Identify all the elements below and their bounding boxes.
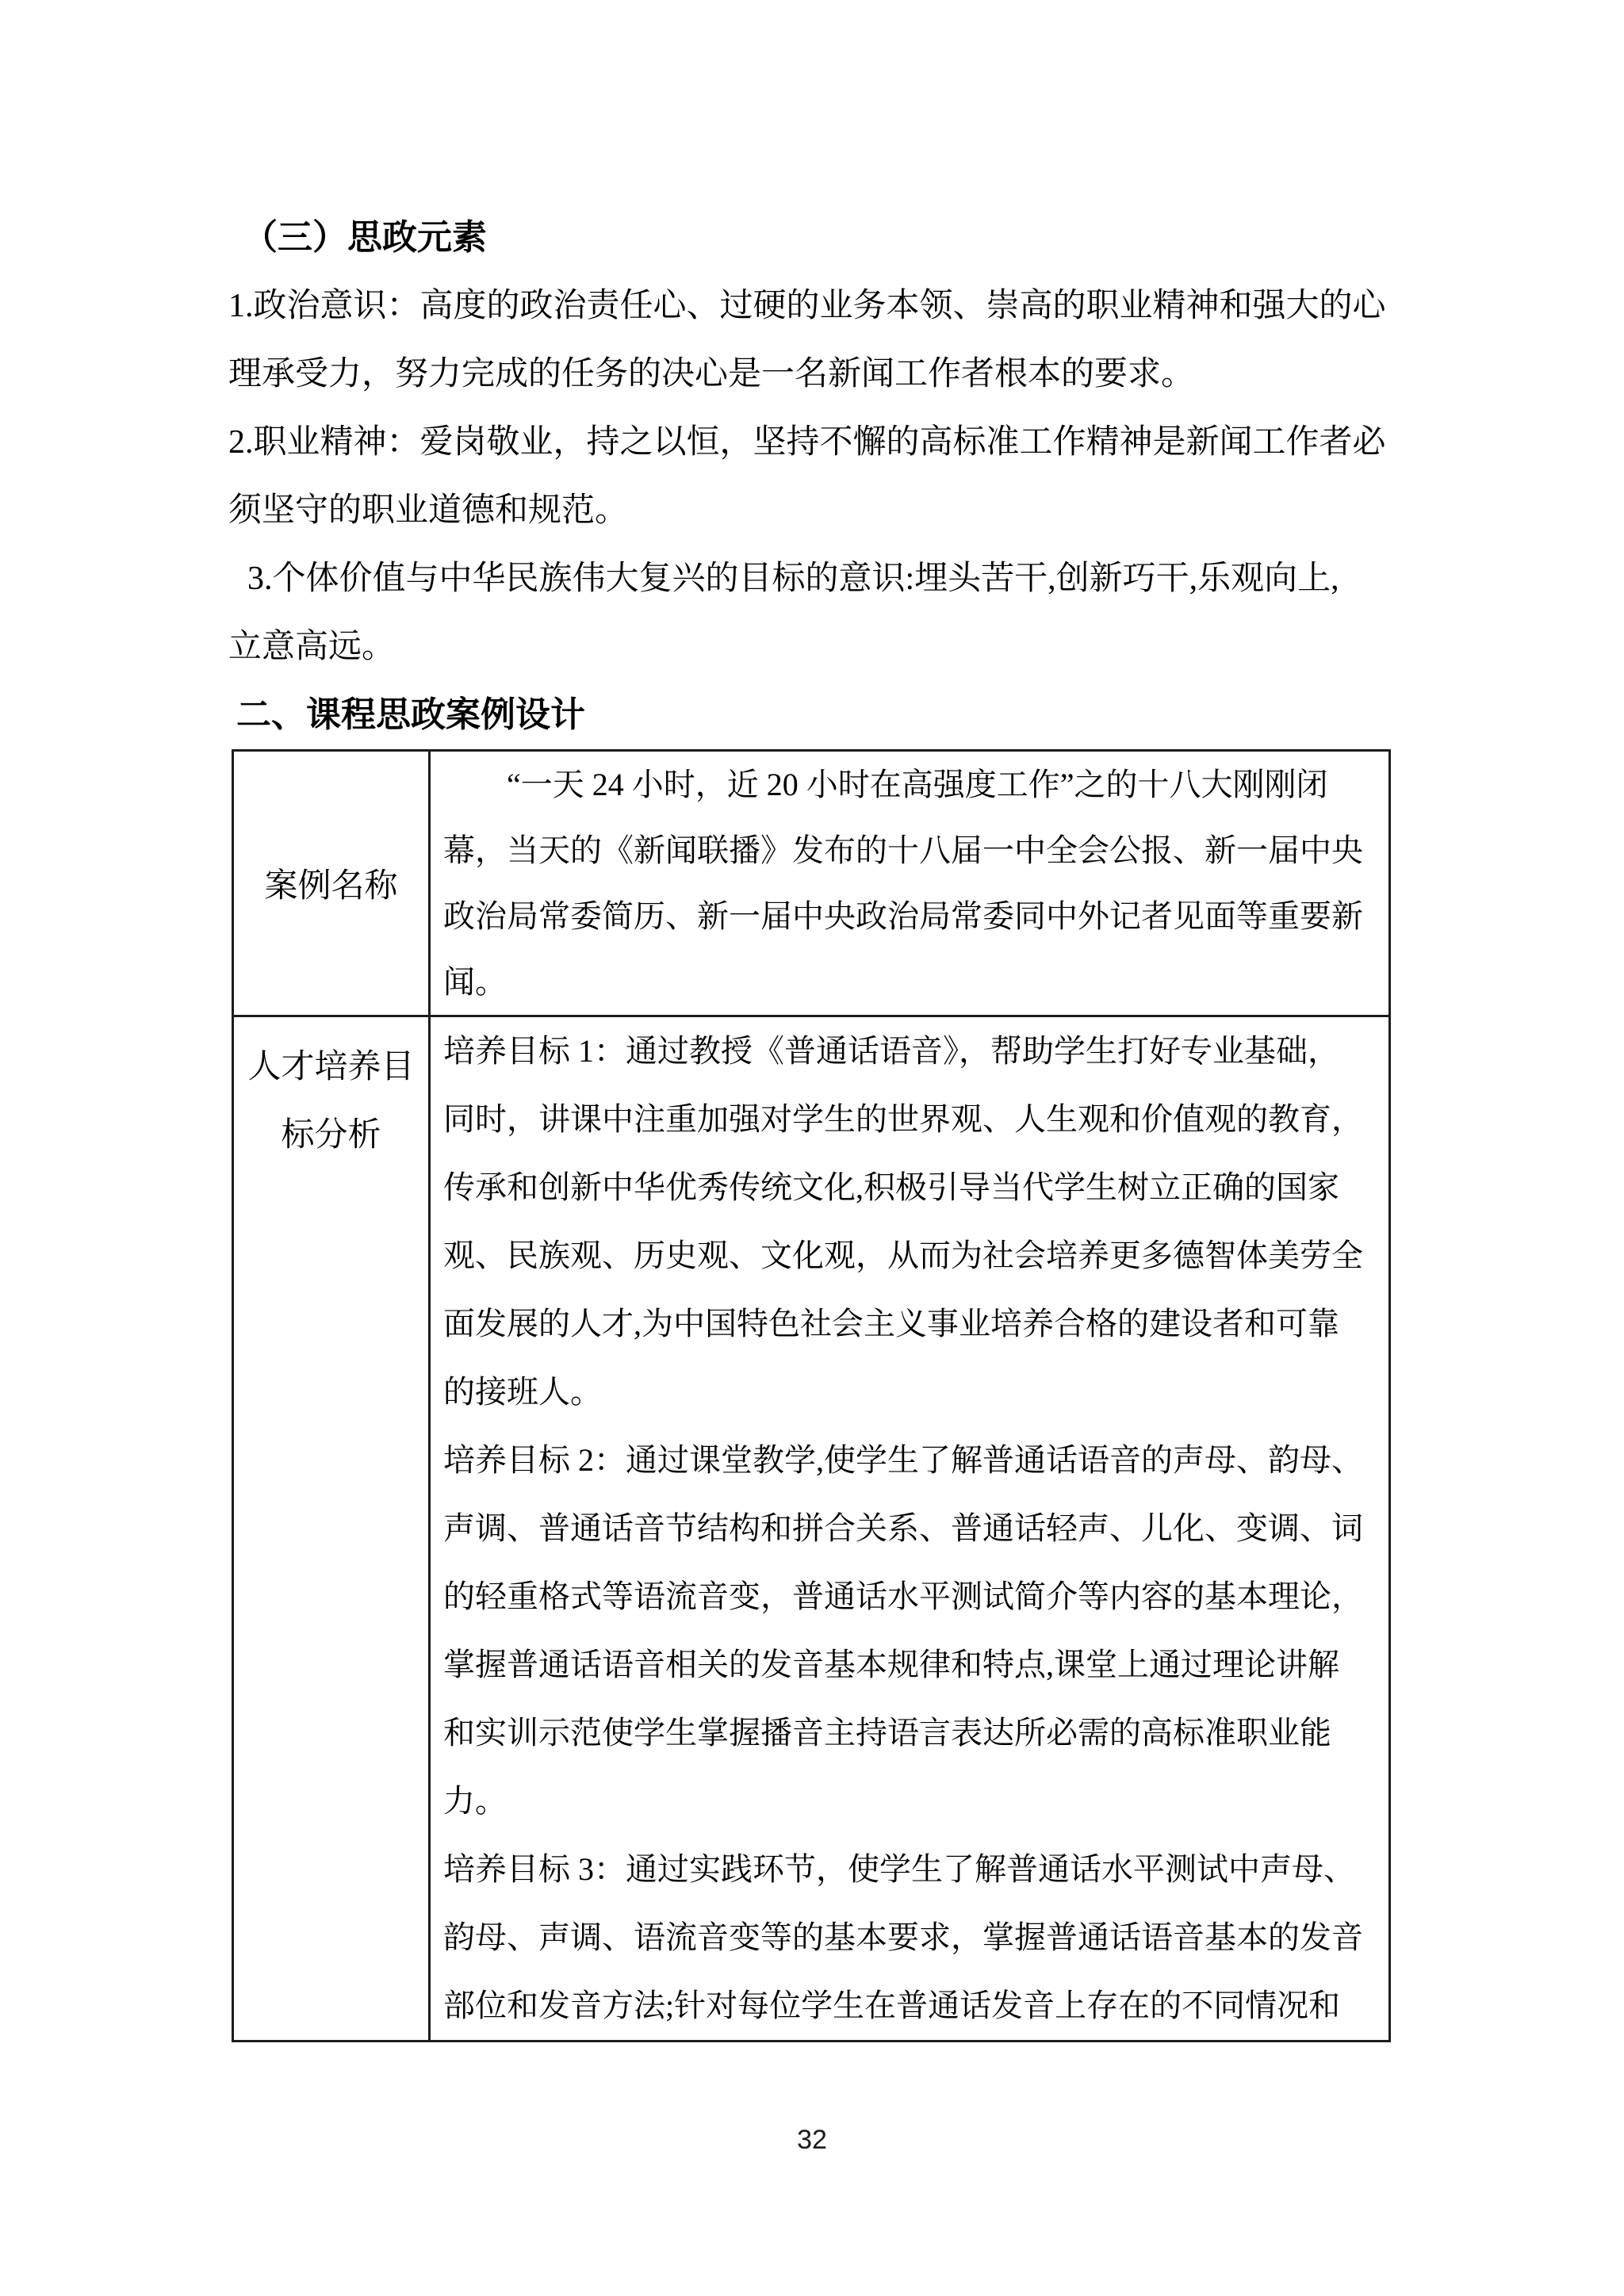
training-goals-line-3: 传承和创新中华优秀传统文化,积极引导当代学生树立正确的国家 [443, 1169, 1339, 1205]
training-goals-line-12: 力。 [443, 1783, 507, 1819]
table-section-heading: 二、课程思政案例设计 [236, 695, 585, 734]
training-goals-line-6: 的接班人。 [443, 1374, 602, 1410]
training-goals-line-1: 培养目标 1：通过教授《普通话语音》，帮助学生打好专业基础， [443, 1033, 1339, 1069]
training-goals-line-11: 和实训示范使学生掌握播音主持语言表达所必需的高标准职业能 [443, 1715, 1331, 1751]
table-row-training-goals [234, 1017, 1388, 2040]
paragraph-2-line-2: 须坚守的职业道德和规范。 [228, 492, 629, 529]
training-goals-line-14: 韵母、声调、语流音变等的基本要求，掌握普通话语音基本的发音 [443, 1919, 1363, 1955]
paragraph-1-line-1: 1.政治意识：高度的政治责任心、过硬的业务本领、崇高的职业精神和强大的心 [228, 288, 1386, 324]
training-goals-line-13: 培养目标 3：通过实践环节，使学生了解普通话水平测试中声母、 [443, 1851, 1355, 1887]
training-goals-line-2: 同时，讲课中注重加强对学生的世界观、人生观和价值观的教育， [443, 1101, 1363, 1137]
paragraph-2-line-1: 2.职业精神：爱岗敬业，持之以恒，坚持不懈的高标准工作精神是新闻工作者必 [228, 424, 1386, 461]
training-goals-line-10: 掌握普通话语音相关的发音基本规律和特点,课堂上通过理论讲解 [443, 1647, 1339, 1682]
row-label-case-name: 案例名称 [264, 868, 398, 905]
training-goals-line-7: 培养目标 2：通过课堂教学,使学生了解普通话语音的声母、韵母、 [443, 1442, 1363, 1478]
training-goals-line-9: 的轻重格式等语流音变，普通话水平测试简介等内容的基本理论， [443, 1578, 1363, 1614]
training-goals-content-cell [431, 1017, 1388, 2040]
training-goals-line-4: 观、民族观、历史观、文化观，从而为社会培养更多德智体美劳全 [443, 1238, 1363, 1273]
training-goals-line-5: 面发展的人才,为中国特色社会主义事业培养合格的建设者和可靠 [443, 1306, 1339, 1341]
body-text [228, 204, 1386, 749]
row-label-training-goals-line-2: 标分析 [281, 1117, 381, 1154]
paragraph-3-line-2: 立意高远。 [228, 629, 396, 665]
case-name-line-3: 政治局常委简历、新一届中央政治局常委同中外记者见面等重要新 [443, 898, 1363, 934]
row-label-cell [234, 752, 431, 1015]
case-name-content-cell [431, 752, 1388, 1015]
case-name-line-4: 闻。 [443, 964, 507, 1000]
table-row-case-name [234, 752, 1388, 1017]
paragraph-3-line-1: 3.个体价值与中华民族伟大复兴的目标的意识:埋头苦干,创新巧干,乐观向上, [247, 561, 1339, 597]
paragraph-1-line-2: 理承受力，努力完成的任务的决心是一名新闻工作者根本的要求。 [228, 356, 1195, 392]
case-name-line-2: 幕，当天的《新闻联播》发布的十八届一中全会公报、新一届中央 [443, 832, 1363, 868]
row-label-training-goals-line-1: 人才培养目 [247, 1049, 415, 1085]
training-goals-line-15: 部位和发音方法;针对每位学生在普通话发音上存在的不同情况和 [443, 1988, 1341, 2023]
case-name-line-1: “一天 24 小时，近 20 小时在高强度工作”之的十八大刚刚闭 [507, 767, 1328, 802]
page-number: 32 [797, 2125, 827, 2155]
section-heading: （三）思政元素 [243, 218, 487, 257]
row-label-cell [234, 1017, 431, 2040]
case-design-table [232, 749, 1391, 2042]
training-goals-line-8: 声调、普通话音节结构和拼合关系、普通话轻声、儿化、变调、词 [443, 1510, 1363, 1546]
